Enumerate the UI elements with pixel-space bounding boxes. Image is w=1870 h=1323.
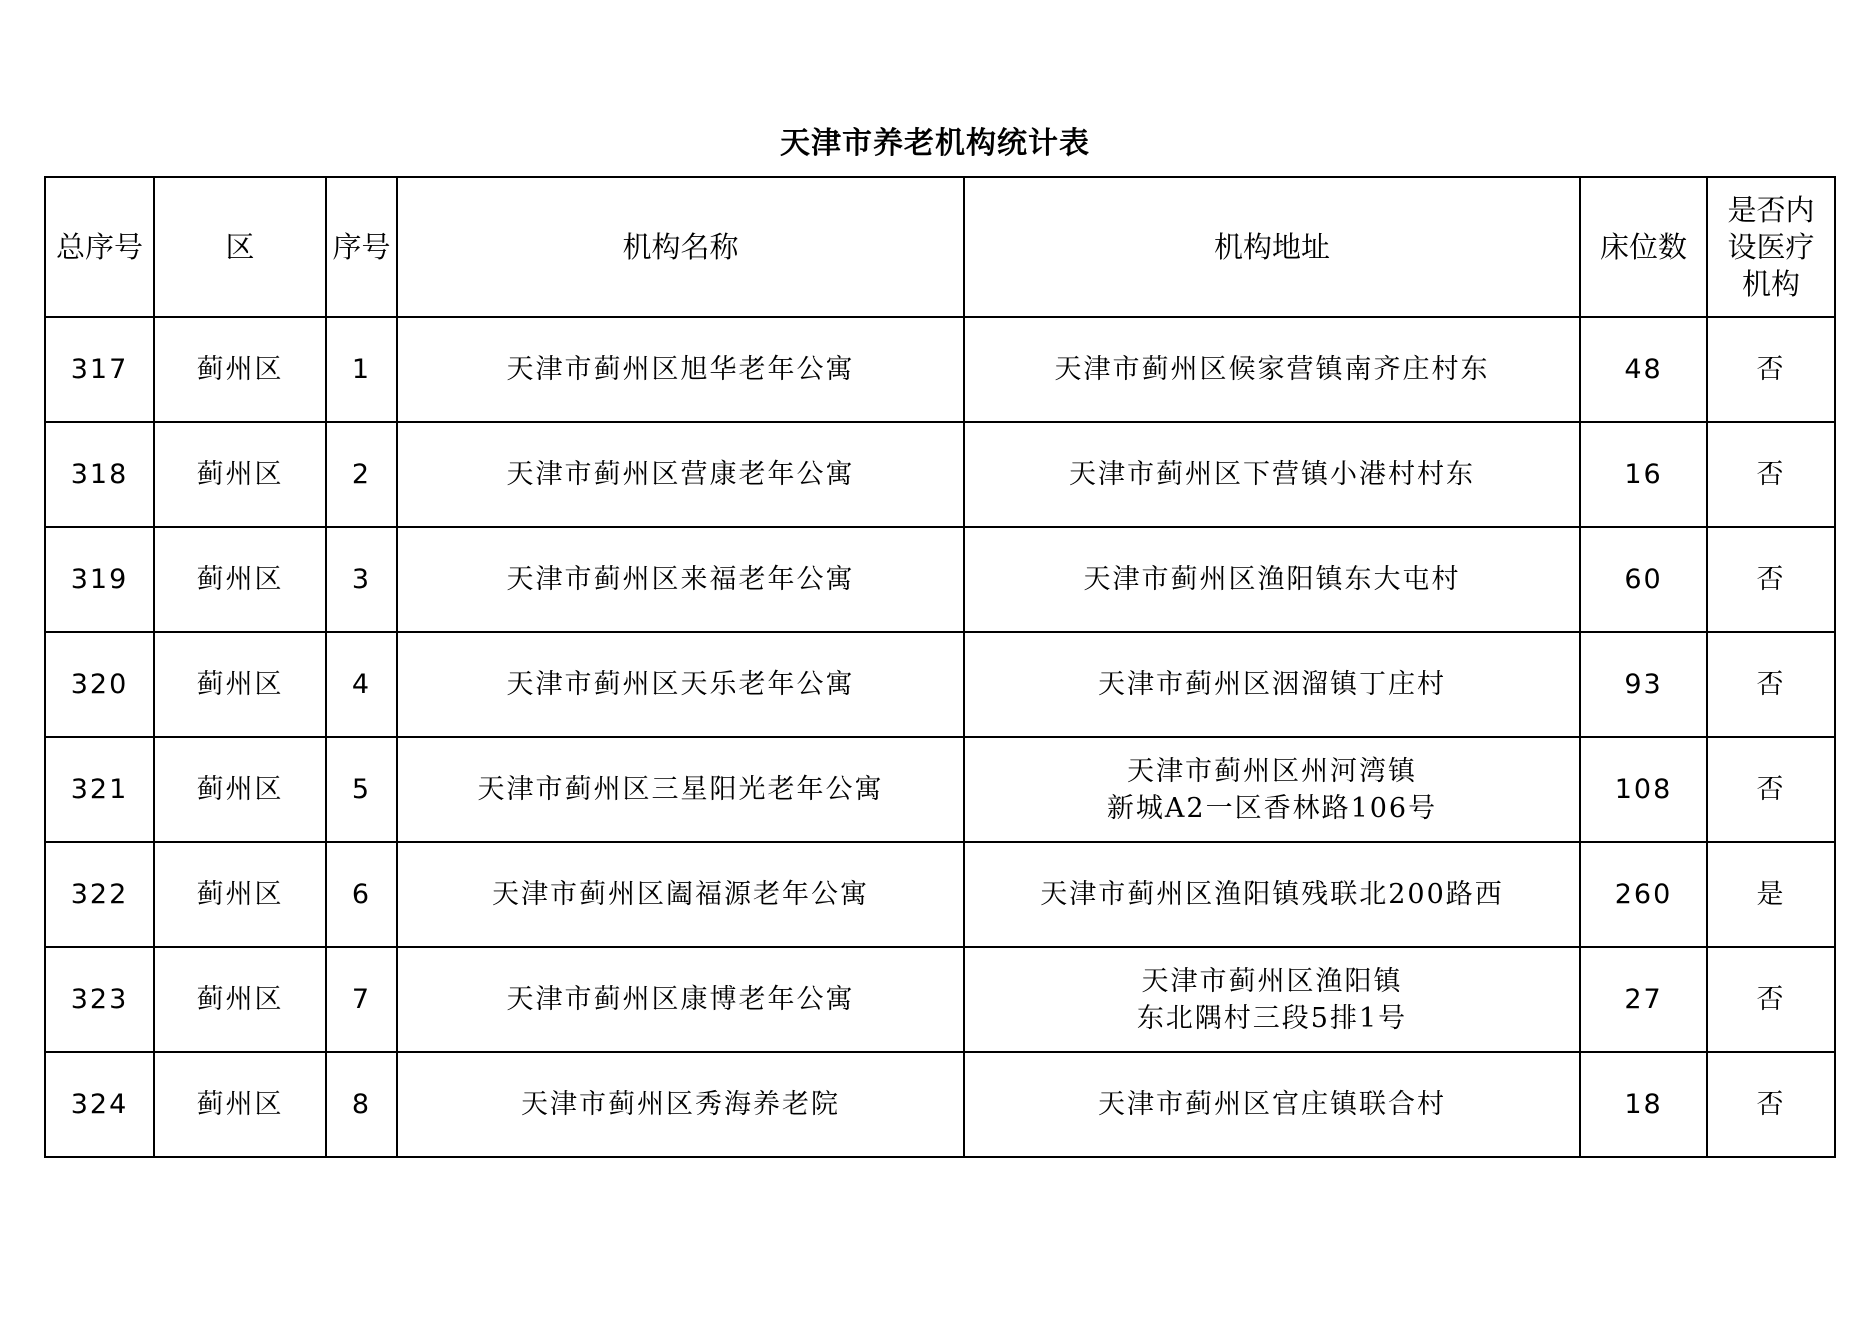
cell-no: 4 (326, 632, 397, 737)
table-row (45, 632, 1835, 737)
cell-beds: 16 (1580, 422, 1707, 527)
cell-medical: 否 (1707, 737, 1835, 842)
cell-district: 蓟州区 (154, 527, 326, 632)
address-line1: 天津市蓟州区渔阳镇 (1141, 965, 1403, 997)
address-line2: 新城A2一区香林路106号 (1106, 792, 1438, 824)
cell-total-no: 323 (45, 947, 154, 1052)
address-line1: 天津市蓟州区洇溜镇丁庄村 (1098, 669, 1446, 700)
header-district: 区 (154, 177, 326, 317)
cell-address (964, 632, 1580, 737)
cell-medical: 否 (1707, 527, 1835, 632)
cell-beds: 108 (1580, 737, 1707, 842)
cell-address (964, 317, 1580, 422)
cell-district: 蓟州区 (154, 317, 326, 422)
cell-name: 天津市蓟州区秀海养老院 (397, 1052, 964, 1157)
cell-district: 蓟州区 (154, 1052, 326, 1157)
header-medical-line2: 设医疗 (1727, 229, 1815, 264)
table-row (45, 947, 1835, 1052)
table-header-row (45, 177, 1835, 317)
header-name: 机构名称 (397, 177, 964, 317)
header-address: 机构地址 (964, 177, 1580, 317)
address-line1: 天津市蓟州区州河湾镇 (1127, 755, 1417, 787)
cell-medical: 是 (1707, 842, 1835, 947)
header-medical-line1: 是否内 (1727, 192, 1815, 227)
elderly-care-institutions-table (44, 176, 1836, 1158)
cell-total-no: 320 (45, 632, 154, 737)
table-row (45, 842, 1835, 947)
header-total-no: 总序号 (45, 177, 154, 317)
cell-district: 蓟州区 (154, 737, 326, 842)
cell-address (964, 842, 1580, 947)
address-line1: 天津市蓟州区渔阳镇东大屯村 (1083, 564, 1461, 595)
cell-no: 1 (326, 317, 397, 422)
header-beds: 床位数 (1580, 177, 1707, 317)
cell-total-no: 321 (45, 737, 154, 842)
cell-name: 天津市蓟州区三星阳光老年公寓 (397, 737, 964, 842)
cell-name: 天津市蓟州区旭华老年公寓 (397, 317, 964, 422)
cell-medical: 否 (1707, 632, 1835, 737)
cell-beds: 18 (1580, 1052, 1707, 1157)
header-medical-line3: 机构 (1741, 266, 1800, 301)
cell-name: 天津市蓟州区天乐老年公寓 (397, 632, 964, 737)
cell-district: 蓟州区 (154, 842, 326, 947)
cell-beds: 60 (1580, 527, 1707, 632)
cell-medical: 否 (1707, 422, 1835, 527)
cell-total-no: 318 (45, 422, 154, 527)
cell-no: 5 (326, 737, 397, 842)
cell-name: 天津市蓟州区阖福源老年公寓 (397, 842, 964, 947)
cell-total-no: 319 (45, 527, 154, 632)
document-title: 天津市养老机构统计表 (780, 126, 1090, 161)
cell-beds: 260 (1580, 842, 1707, 947)
cell-beds: 48 (1580, 317, 1707, 422)
address-line1: 天津市蓟州区下营镇小港村村东 (1069, 459, 1475, 490)
cell-beds: 27 (1580, 947, 1707, 1052)
address-line1: 天津市蓟州区渔阳镇残联北200路西 (1040, 879, 1504, 910)
cell-medical: 否 (1707, 1052, 1835, 1157)
cell-name: 天津市蓟州区营康老年公寓 (397, 422, 964, 527)
cell-address (964, 527, 1580, 632)
cell-medical: 否 (1707, 947, 1835, 1052)
cell-total-no: 317 (45, 317, 154, 422)
cell-name: 天津市蓟州区康博老年公寓 (397, 947, 964, 1052)
cell-address (964, 1052, 1580, 1157)
table-row (45, 317, 1835, 422)
cell-beds: 93 (1580, 632, 1707, 737)
cell-address (964, 422, 1580, 527)
table-row (45, 1052, 1835, 1157)
table-row (45, 422, 1835, 527)
cell-address (964, 947, 1580, 1052)
address-line1: 天津市蓟州区官庄镇联合村 (1098, 1089, 1446, 1120)
table-row (45, 737, 1835, 842)
address-line2: 东北隅村三段5排1号 (1136, 1002, 1408, 1034)
cell-no: 3 (326, 527, 397, 632)
cell-district: 蓟州区 (154, 947, 326, 1052)
cell-name: 天津市蓟州区来福老年公寓 (397, 527, 964, 632)
cell-no: 2 (326, 422, 397, 527)
cell-no: 6 (326, 842, 397, 947)
cell-medical: 否 (1707, 317, 1835, 422)
cell-address (964, 737, 1580, 842)
cell-no: 7 (326, 947, 397, 1052)
cell-district: 蓟州区 (154, 422, 326, 527)
cell-total-no: 322 (45, 842, 154, 947)
table-row (45, 527, 1835, 632)
header-no: 序号 (326, 177, 397, 317)
cell-total-no: 324 (45, 1052, 154, 1157)
cell-no: 8 (326, 1052, 397, 1157)
header-medical (1707, 177, 1835, 317)
cell-district: 蓟州区 (154, 632, 326, 737)
address-line1: 天津市蓟州区候家营镇南齐庄村东 (1054, 354, 1490, 385)
